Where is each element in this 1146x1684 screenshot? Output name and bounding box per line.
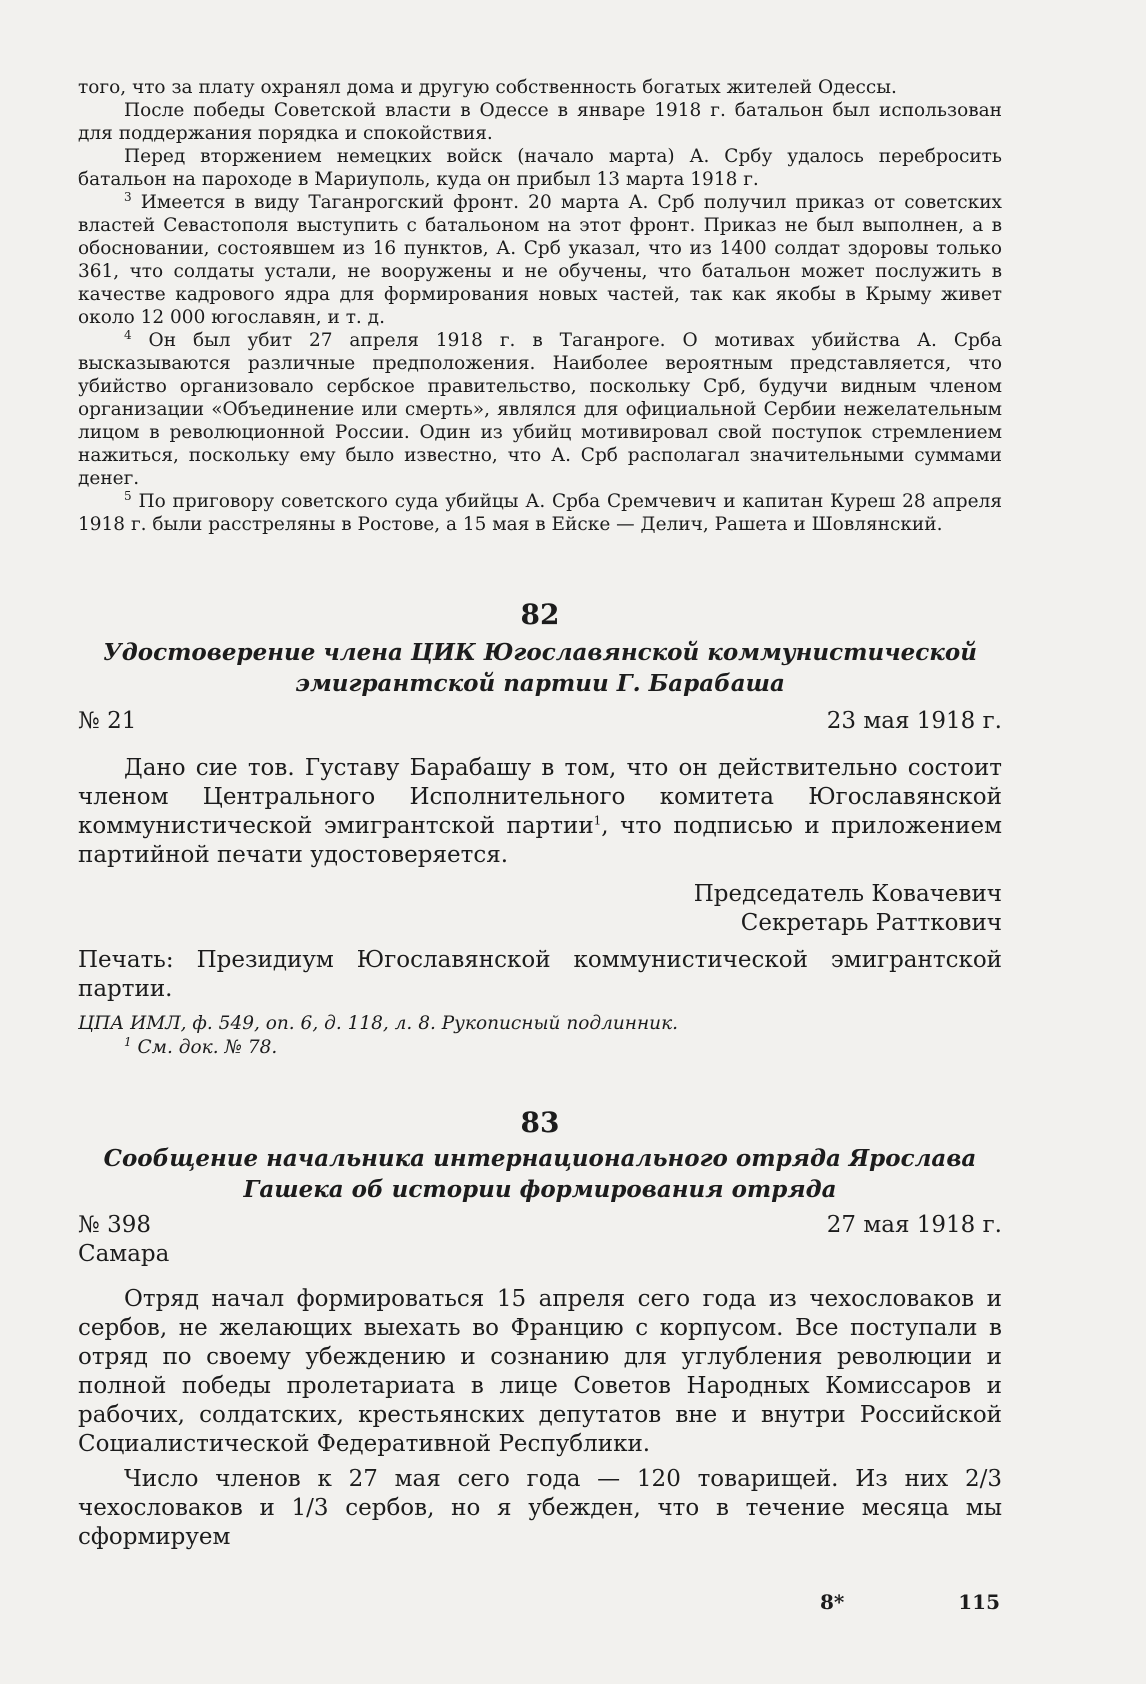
- footnote-mark: 1: [124, 1034, 132, 1049]
- footnote-mark: 4: [124, 327, 132, 342]
- document-title-line: Удостоверение члена ЦИК Югославянской коммунистической: [103, 639, 977, 666]
- signature-mark: 8*: [820, 1590, 845, 1614]
- footnote-text: По приговору советского суда убийцы А. Срба Сремчевич и капитан Куреш 28 апреля 1918 г. были расстреляны в Ростове, а 15 мая в Ейске — Делич, Рашета и Шовлянский.: [78, 491, 1002, 535]
- footnote-continuation: того, что за плату охранял дома и другую собственность богатых жителей Одессы.: [78, 77, 897, 98]
- document-date: 27 мая 1918 г.: [826, 1212, 1002, 1238]
- document-place-row: [78, 1240, 1002, 1269]
- page-number: 115: [958, 1590, 1000, 1614]
- footnote-5: [78, 490, 1002, 536]
- document-page: [78, 76, 1002, 1552]
- footnote-paragraph: Перед вторжением немецких войск (начало марта) А. Србу удалось перебросить батальон на пароходе в Мариуполь, куда он прибыл 13 марта 1918 г.: [78, 146, 1002, 190]
- footnote-3: [78, 191, 1002, 329]
- document-body: Дано сие тов. Густаву Барабашу в том, что он действительно состоит членом Центрального Исполнительного комитета Югославянской коммунистической эмигрантской партии$^1$, что подписью и приложением партийной печати удостоверяется.: [78, 755, 1002, 868]
- page-footer: [820, 1590, 1000, 1614]
- document-meta: [78, 1211, 1002, 1240]
- document-title-line: эмигрантской партии Г. Барабаша: [295, 670, 785, 697]
- document-title-line: Сообщение начальника интернационального отряда Ярослава: [103, 1145, 977, 1172]
- document-date: 23 мая 1918 г.: [826, 708, 1002, 734]
- footnote-text: Он был убит 27 апреля 1918 г. в Таганроге. О мотивах убийства А. Срба высказываются различные предположения. Наиболее вероятным представляется, что убийство организовало сербское правительство, поскольку Срб, будучи видным членом организации «Объединение или смерть», являлся для официальной Сербии нежелательным лицом в революционной России. Один из убийц мотивировал свой поступок стремлением нажиться, поскольку ему было известно, что А. Срб располагал значительными суммами денег.: [78, 330, 1002, 489]
- footnote-4: [78, 329, 1002, 490]
- footnote-text: Имеется в виду Таганрогский фронт. 20 марта А. Срб получил приказ от советских властей Севастополя выступить с батальоном на этот фронт. Приказ не был выполнен, а в обосновании, состоявшем из 16 пунктов, А. Срб указал, что из 1400 солдат здоровы только 361, что солдаты устали, не вооружены и не обучены, что батальон может послужить в качестве кадрового ядра для формирования новых частей, так как якобы в Крыму живет около 12 000 югославян, и т. д.: [78, 192, 1002, 328]
- footnote-mark: 3: [124, 189, 132, 204]
- document-number: 83: [520, 1106, 560, 1139]
- signature-chairman: Председатель Ковачевич: [693, 881, 1002, 907]
- document-paragraph: Отряд начал формироваться 15 апреля сего года из чехословаков и сербов, не желающих выехать во Францию с корпусом. Все поступали в отряд по своему убеждению и сознанию для углубления революции и полной победы пролетариата в лице Советов Народных Комиссаров и рабочих, солдатских, крестьянских депутатов вне и внутри Российской Социалистической Федеративной Республики.: [78, 1286, 1002, 1457]
- document-number: 82: [520, 598, 560, 631]
- document-reg-number: № 398: [78, 1212, 151, 1238]
- footnote-mark: 1: [593, 813, 602, 828]
- document-meta: [78, 707, 1002, 736]
- document-paragraph: Число членов к 27 мая сего года — 120 товарищей. Из них 2/3 чехословаков и 1/3 сербов, но я убежден, что в течение месяца мы сформируем: [78, 1466, 1002, 1550]
- document-footnote: $^1$ См. док. № 78.: [124, 1034, 278, 1058]
- archive-source: ЦПА ИМЛ, ф. 549, оп. 6, д. 118, л. 8. Рукописный подлинник.: [78, 1013, 679, 1034]
- document-reg-number: № 21: [78, 708, 137, 734]
- seal-note: Печать: Президиум Югославянской коммунистической эмигрантской партии.: [78, 947, 1002, 1002]
- footnote-mark: 5: [124, 488, 132, 503]
- signature-secretary: Секретарь Ратткович: [740, 910, 1002, 936]
- footnote-paragraph: После победы Советской власти в Одессе в январе 1918 г. батальон был использован для поддержания порядка и спокойствия.: [78, 100, 1002, 144]
- document-place: Самара: [78, 1241, 170, 1267]
- document-title-line: Гашека об истории формирования отряда: [243, 1176, 837, 1203]
